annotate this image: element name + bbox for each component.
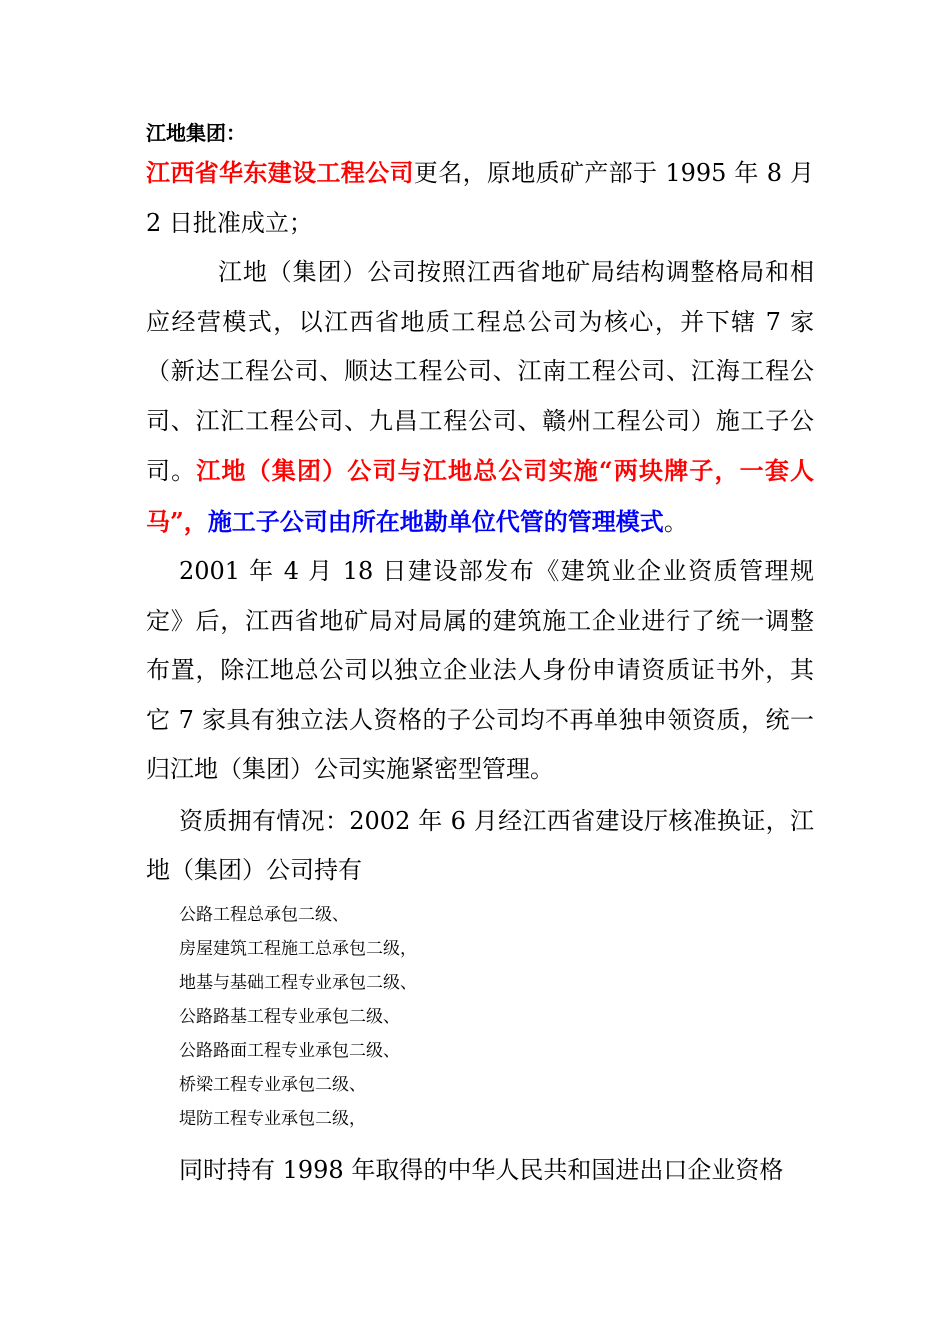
company-name: 江西省华东建设工程公司	[146, 158, 414, 187]
regulation-paragraph: 2001 年 4 月 18 日建设部发布《建筑业企业资质管理规定》后，江西省地矿局对局属的建筑施工企业进行了统一调整布置，除江地总公司以独立企业法人身份申请资质证书外，其它 7 家具有独立法人资格的子公司均不再单独申领资质，统一归江地（集团）公司实施紧密型管理。	[146, 557, 814, 783]
qualification-item: 公路路基工程专业承包二级、	[179, 1006, 400, 1027]
structure-red-text: 江地（集团）公司与江地总公司实施“两块牌子，一套人马”，	[146, 456, 814, 536]
qualification-item: 公路路面工程专业承包二级、	[179, 1040, 400, 1061]
structure-end: 。	[663, 507, 688, 536]
qualification-item: 桥梁工程专业承包二级、	[179, 1074, 366, 1095]
document-page	[146, 118, 814, 1195]
qualification-item: 房屋建筑工程施工总承包二级，	[179, 938, 417, 959]
qualification-item: 公路工程总承包二级、	[179, 904, 349, 925]
import-export-paragraph: 同时持有 1998 年取得的中华人民共和国进出口企业资格	[179, 1155, 784, 1184]
structure-blue-text: 施工子公司由所在地勘单位代管的管理模式	[207, 506, 664, 536]
intro-rest: 更名，原地质矿产部于 1995 年 8 月 2 日批准成立；	[146, 159, 815, 237]
intro-paragraph	[146, 148, 814, 248]
section-heading: 江地集团：	[146, 121, 246, 145]
structure-paragraph	[146, 248, 814, 547]
qualification-item: 地基与基础工程专业承包二级、	[179, 972, 417, 993]
qualification-list	[146, 898, 814, 1136]
qualification-item: 堤防工程专业承包二级，	[179, 1108, 366, 1129]
qualification-paragraph: 资质拥有情况：2002 年 6 月经江西省建设厅核准换证，江地（集团）公司持有	[146, 806, 814, 884]
structure-text: 江地（集团）公司按照江西省地矿局结构调整格局和相应经营模式，以江西省地质工程总公司为核心，并下辖 7 家（新达工程公司、顺达工程公司、江南工程公司、江海工程公司、江汇工程公司、九昌工程公司、赣州工程公司）施工子公司。	[146, 258, 814, 485]
